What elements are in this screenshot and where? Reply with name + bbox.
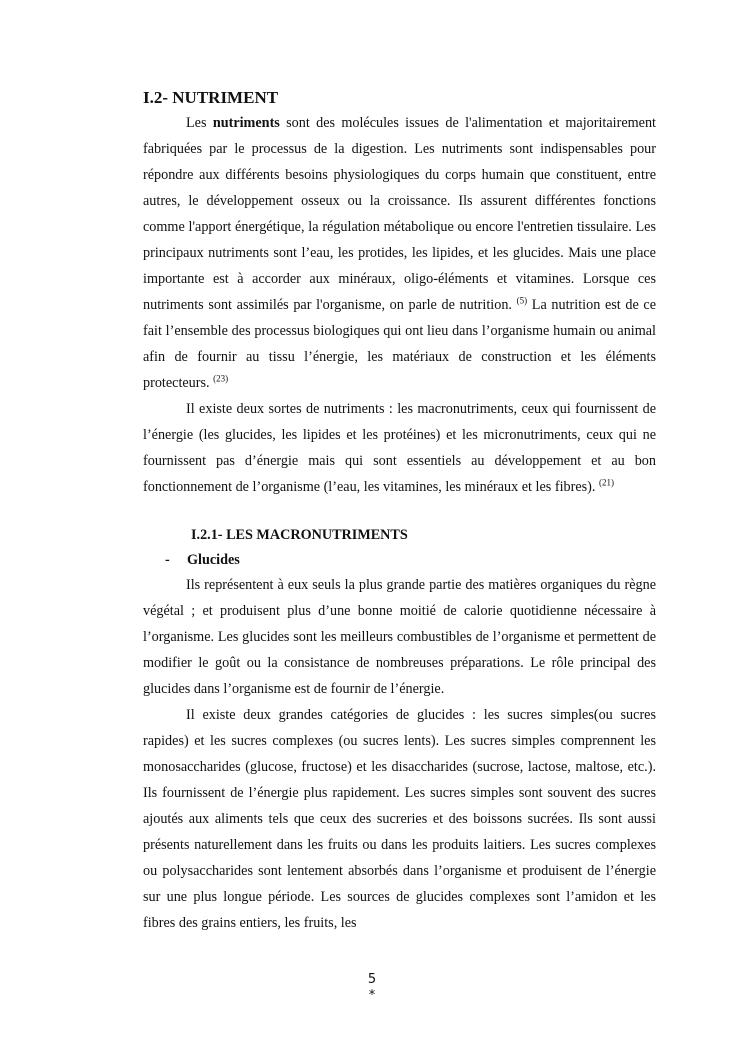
reference-23: (23) [213, 373, 229, 384]
subsection-title: I.2.1- LES MACRONUTRIMENTS [191, 527, 408, 543]
term-nutriments: nutriments [212, 115, 280, 131]
paragraph-text: sont des molécules issues de l'alimentation et majoritairement fabriquées par le processus de la digestion. Les nutriments sont indispensables pour répondre aux différents besoins physiologiques du corps humain que constituent, entre autres, le développement osseux ou la croissance. Ils assurent différentes fonctions comme l'apport énergétique, la régulation métabolique ou encore l'entretien tissulaire. Les principaux nutriments sont l’eau, les protides, les lipides, et les glucides. Mais une place importante est à accorder aux minéraux, oligo-éléments et vitamines. Lorsque ces nutriments sont assimilés par l'organisme, on parle de nutrition. [143, 115, 656, 313]
paragraph-text: Il existe deux sortes de nutriments : les macronutriments, ceux qui fournissent de l’énergie (les glucides, les lipides et les protéines) et les micronutriments, ceux qui ne fournissent pas d’énergie mais qui sont essentiels au développement et au bon fonctionnement de l’organisme (l’eau, les vitamines, les minéraux et les fibres). [143, 401, 656, 495]
page-footer [0, 972, 744, 1004]
section-title: I.2- NUTRIMENT [143, 88, 279, 107]
footer-marker: * [368, 988, 376, 1003]
page-number: 5 [367, 972, 377, 987]
paragraph-lead: Les [186, 115, 213, 131]
page-content [143, 86, 656, 936]
paragraph-glucides-categories: Il existe deux grandes catégories de glucides : les sucres simples(ou sucres rapides) et les sucres complexes (ou sucres lents). Les sucres simples comprennent les monosaccharides (glucose, fructose) et les disaccharides (sucrose, lactose, maltose, etc.). Ils fournissent de l’énergie plus rapidement. Les sucres simples sont souvent des sucres ajoutés aux aliments tels que ceux des sucreries et des boissons sucrées. Ils sont aussi présents naturellement dans les fruits ou dans les produits laitiers. Les sucres complexes ou polysaccharides sont lentement absorbés dans l’organisme et produisent de l’énergie sur une plus longue période. Les sources de glucides complexes sont l’amidon et les fibres des grains entiers, les fruits, les [143, 707, 656, 931]
item-title-glucides: Glucides [187, 552, 240, 568]
list-dash: - [165, 552, 170, 568]
reference-5: (5) [516, 295, 528, 306]
list-item-heading [165, 548, 656, 572]
paragraph-glucides-role: Ils représentent à eux seuls la plus grande partie des matières organiques du règne végétal ; et produisent plus d’une bonne moitié de calorie quotidienne nécessaire à l’organisme. Les glucides sont les meilleurs combustibles de l’organisme et permettent de modifier le goût ou la consistance de nombreuses préparations. Le rôle principal des glucides dans l’organisme est de fournir de l’énergie. [143, 577, 656, 697]
reference-21: (21) [598, 477, 614, 488]
paragraph-text: La nutrition est de ce fait l’ensemble des processus biologiques qui ont lieu dans l’organisme humain ou animal afin de fournir au tissu l’énergie, les matériaux de construction et les éléments protecteurs. [143, 297, 657, 391]
paragraph-nutriment-definition [143, 110, 656, 396]
paragraph-nutriment-types [143, 396, 656, 500]
